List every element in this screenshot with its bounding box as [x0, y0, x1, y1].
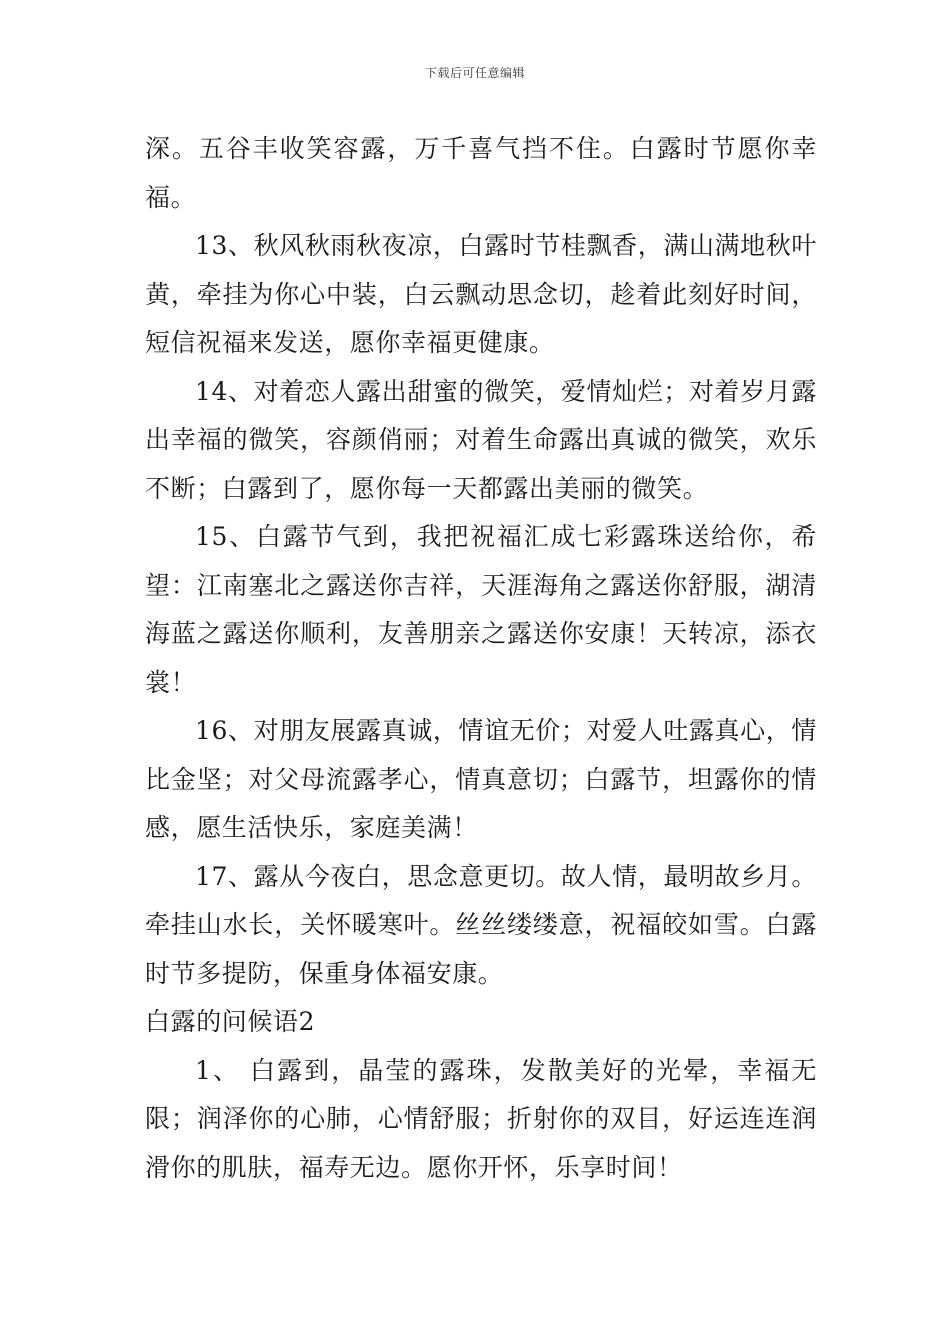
- section-title: 白露的问候语2: [145, 1007, 316, 1036]
- paragraph-continuation: 深。五谷丰收笑容露，万千喜气挡不住。白露时节愿你幸福。: [145, 134, 817, 212]
- page-header: 下载后可任意编辑: [424, 66, 525, 80]
- paragraph-14: 14、对着恋人露出甜蜜的微笑，爱情灿烂；对着岁月露出幸福的微笑，容颜俏丽；对着生命露出真诚的微笑，欢乐不断；白露到了，愿你每一天都露出美丽的微笑。: [145, 376, 817, 503]
- paragraph-15: 15、白露节气到，我把祝福汇成七彩露珠送给你，希望：江南塞北之露送你吉祥，天涯海角之露送你舒服，湖清海蓝之露送你顺利，友善朋亲之露送你安康！天转凉，添衣裳！: [145, 522, 817, 697]
- paragraph-16: 16、对朋友展露真诚，情谊无价；对爱人吐露真心，情比金坚；对父母流露孝心，情真意切；白露节，坦露你的情感，愿生活快乐，家庭美满！: [145, 716, 817, 842]
- document-body: [145, 125, 817, 1192]
- paragraph-17: 17、露从今夜白，思念意更切。故人情，最明故乡月。牵挂山水长，关怀暖寒叶。丝丝缕缕意，祝福皎如雪。白露时节多提防，保重身体福安康。: [145, 861, 817, 988]
- section2-paragraph-1: 1、 白露到，晶莹的露珠，发散美好的光晕，幸福无限；润泽你的心肺，心情舒服；折射你的双目，好运连连润滑你的肌肤，福寿无边。愿你开怀，乐享时间！: [145, 1055, 817, 1182]
- paragraph-13: 13、秋风秋雨秋夜凉，白露时节桂飘香，满山满地秋叶黄，牵挂为你心中装，白云飘动思念切，趁着此刻好时间，短信祝福来发送，愿你幸福更健康。: [145, 231, 817, 357]
